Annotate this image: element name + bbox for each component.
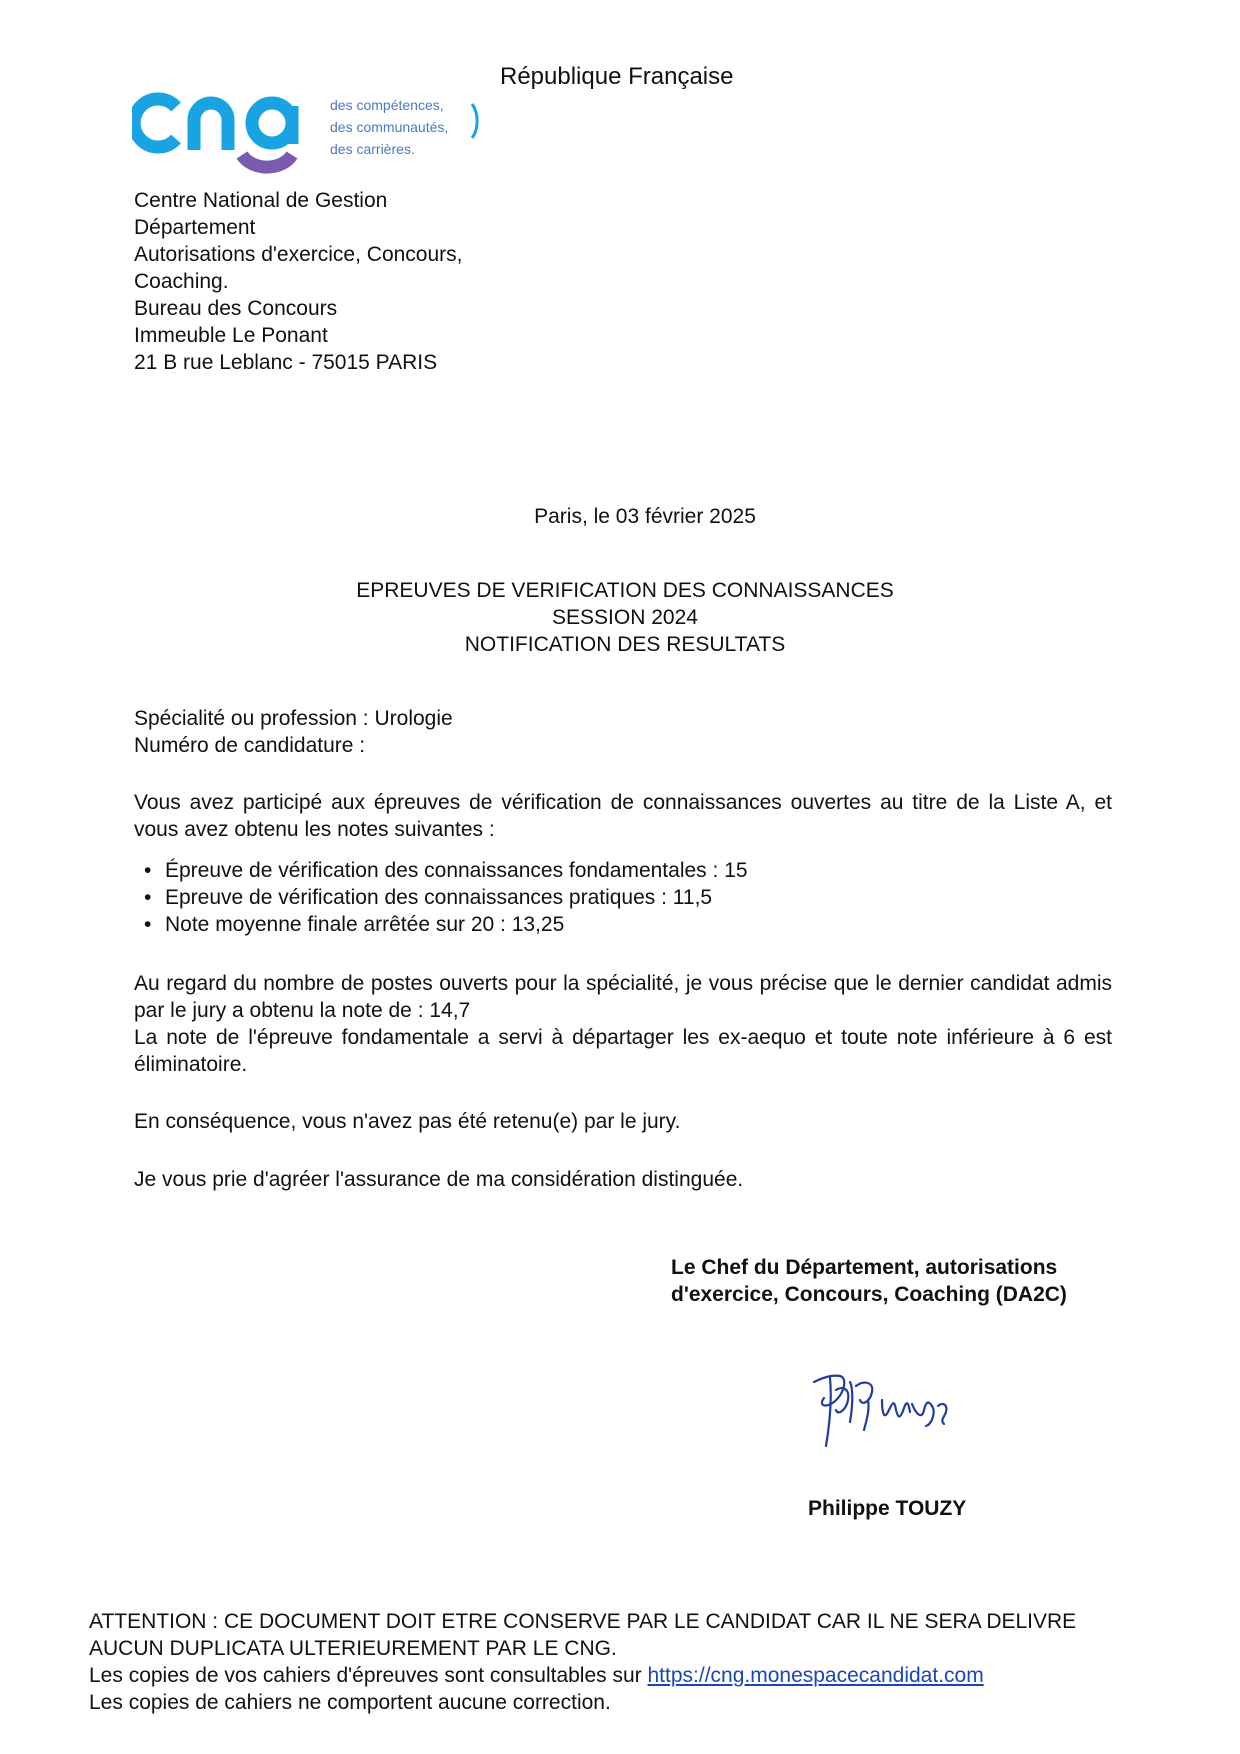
attention-line: ATTENTION : CE DOCUMENT DOIT ETRE CONSERVE PAR LE CANDIDAT CAR IL NE SERA DELIVRE	[89, 1610, 1077, 1633]
eliminatory-note-paragraph: La note de l'épreuve fondamentale a servi à départager les ex-aequo et toute note inférieure à 6 est éliminatoire.	[134, 1026, 1112, 1076]
grade-item	[134, 884, 748, 911]
grade-text: Note moyenne finale arrêtée sur 20 : 13,25	[165, 913, 565, 936]
candidate-space-link[interactable]: https://cng.monespacecandidat.com	[647, 1664, 984, 1687]
copies-line	[89, 1662, 1076, 1689]
date-line	[0, 503, 1240, 530]
bullet-icon: •	[144, 886, 152, 909]
title-line: EPREUVES DE VERIFICATION DES CONNAISSANCES	[356, 579, 894, 602]
sender-line: 21 B rue Leblanc - 75015 PARIS	[134, 351, 438, 374]
attention-line: AUCUN DUPLICATA ULTERIEUREMENT PAR LE CNG.	[89, 1637, 617, 1660]
logo-tagline-line: des carrières.	[330, 141, 415, 157]
handwritten-signature	[800, 1360, 970, 1460]
sender-line: Autorisations d'exercice, Concours,	[134, 243, 463, 266]
no-correction-line: Les copies de cahiers ne comportent aucune correction.	[89, 1691, 611, 1714]
candidate-number: Numéro de candidature :	[134, 734, 366, 757]
candidate-info	[134, 705, 453, 759]
signer-title-line: d'exercice, Concours, Coaching (DA2C)	[671, 1283, 1067, 1306]
decision-paragraph: En conséquence, vous n'avez pas été retenu(e) par le jury.	[134, 1110, 681, 1133]
last-admitted-paragraph: Au regard du nombre de postes ouverts pour la spécialité, je vous précise que le dernier candidat admis par le jury a obtenu la note de : 14,7	[134, 972, 1112, 1022]
date-text: Paris, le 03 février 2025	[534, 505, 756, 528]
logo-tagline	[330, 94, 448, 160]
bullet-icon: •	[144, 913, 152, 936]
republique-francaise-heading: République Française	[500, 63, 734, 90]
signer-title	[671, 1254, 1067, 1308]
title-line: NOTIFICATION DES RESULTATS	[464, 633, 786, 656]
sender-line: Bureau des Concours	[134, 297, 338, 320]
grade-text: Epreuve de vérification des connaissances pratiques : 11,5	[165, 886, 713, 909]
sender-line: Département	[134, 216, 256, 239]
letter-title	[0, 577, 1240, 658]
signer-title-line: Le Chef du Département, autorisations	[671, 1256, 1058, 1279]
sender-address	[134, 187, 463, 376]
sender-line: Immeuble Le Ponant	[134, 324, 328, 347]
sender-line: Coaching.	[134, 270, 229, 293]
salutation: Je vous prie d'agréer l'assurance de ma considération distinguée.	[134, 1168, 744, 1191]
grade-item	[134, 911, 748, 938]
logo-tagline-line: des communautés,	[330, 119, 449, 135]
copies-text: Les copies de vos cahiers d'épreuves sont consultables sur	[89, 1664, 648, 1687]
logo-tagline-line: des compétences,	[330, 97, 444, 113]
title-line: SESSION 2024	[552, 606, 698, 629]
grade-item	[134, 857, 748, 884]
grade-text: Épreuve de vérification des connaissances fondamentales : 15	[165, 859, 748, 882]
footer-notice	[89, 1608, 1076, 1716]
intro-paragraph: Vous avez participé aux épreuves de vérification de connaissances ouvertes au titre de la Liste A, et vous avez obtenu les notes suivantes :	[134, 791, 1112, 841]
specialty: Spécialité ou profession : Urologie	[134, 707, 453, 730]
bullet-icon: •	[144, 859, 152, 882]
signer-name: Philippe TOUZY	[808, 1497, 967, 1520]
sender-line: Centre National de Gestion	[134, 189, 388, 212]
grades-list	[134, 857, 748, 938]
